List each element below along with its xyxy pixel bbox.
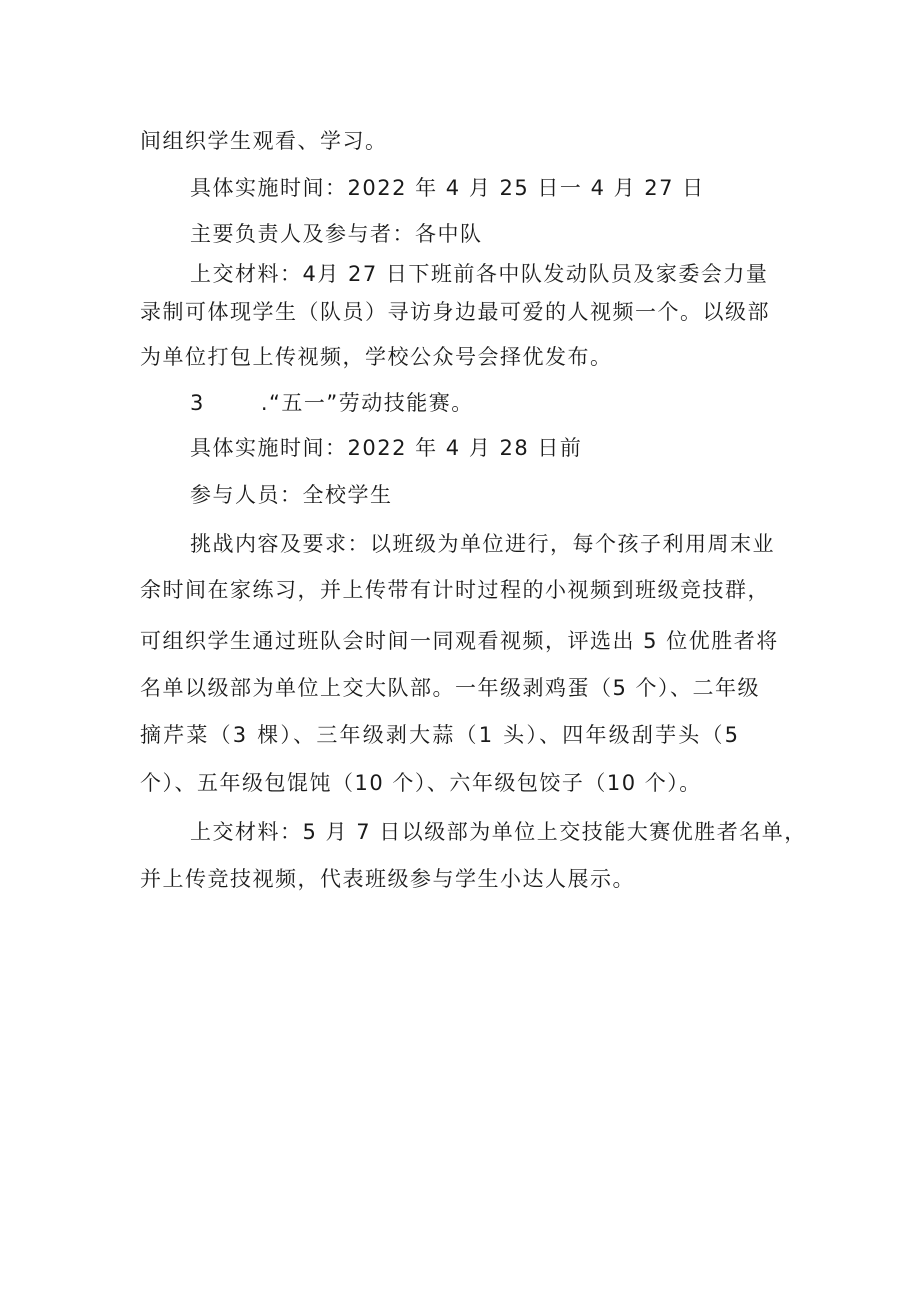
text-line: 主要负责人及参与者：各中队 [190,222,483,246]
section-number: 3 [190,391,205,415]
text-line: 名单以级部为单位上交大队部。一年级剥鸡蛋（5 个）、二年级 [140,676,761,700]
text-line: 个）、五年级包馄饨（10 个）、六年级包饺子（10 个）。 [140,771,702,795]
text-line: 具体实施时间：2022 年 4 月 25 日一 4 月 27 日 [190,176,705,200]
text-line: 摘芹菜（3 棵）、三年级剥大蒜（1 头）、四年级刮芋头（5 [140,723,741,747]
text-line: 上交材料：5 月 7 日以级部为单位上交技能大赛优胜者名单， [190,820,807,844]
text-line: 为单位打包上传视频，学校公众号会择优发布。 [140,345,613,369]
text-line: 间组织学生观看、学习。 [140,129,388,153]
text-line: 录制可体现学生（队员）寻访身边最可爱的人视频一个。以级部 [140,300,770,324]
text-line: 上交材料：4月 27 日下班前各中队发动队员及家委会力量 [190,262,769,286]
section-title: .“五一”劳动技能赛。 [260,391,474,415]
text-line: 挑战内容及要求：以班级为单位进行，每个孩子利用周末业 [190,532,775,556]
section-heading [190,393,474,414]
text-line: 并上传竞技视频，代表班级参与学生小达人展示。 [140,867,635,891]
text-line: 可组织学生通过班队会时间一同观看视频，评选出 5 位优胜者将 [140,629,779,653]
text-line: 参与人员：全校学生 [190,483,393,507]
text-line: 余时间在家练习，并上传带有计时过程的小视频到班级竞技群， [140,578,770,602]
text-line: 具体实施时间：2022 年 4 月 28 日前 [190,436,583,460]
